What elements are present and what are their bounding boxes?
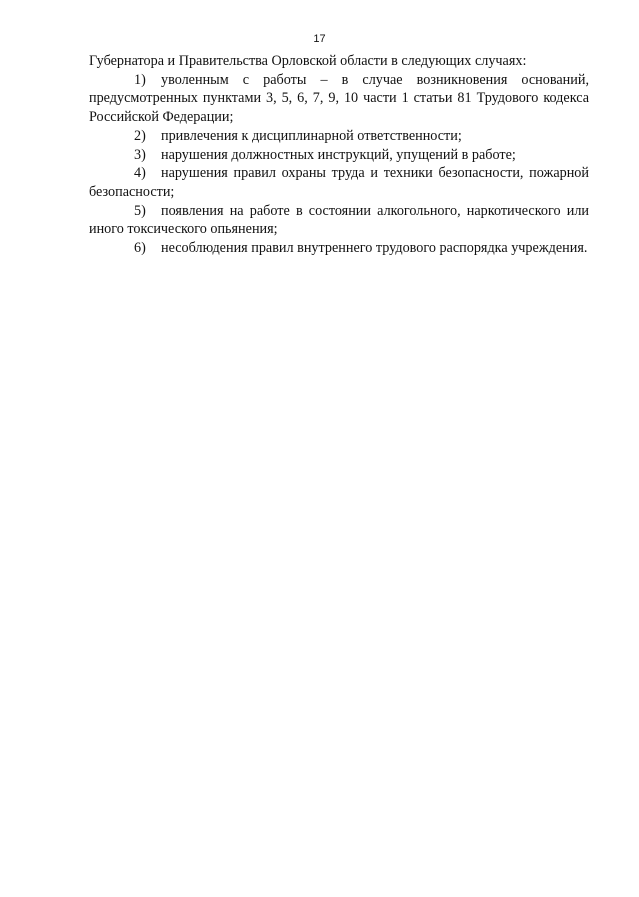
list-item-6 (89, 239, 589, 258)
list-item-number: 1) (134, 71, 146, 88)
list-item-2 (89, 127, 589, 146)
list-item-5 (89, 202, 589, 239)
list-item-text: появления на работе в состоянии алкогольного, наркотического или иного токсического опьянения; (89, 202, 589, 238)
list-item-text: привлечения к дисциплинарной ответственности; (161, 127, 462, 144)
list-item-number: 4) (134, 165, 146, 182)
intro-paragraph: Губернатора и Правительства Орловской области в следующих случаях: (89, 53, 527, 69)
list-item-number: 3) (134, 146, 146, 163)
list-item-text: уволенным с работы – в случае возникновения оснований, предусмотренных пунктами 3, 5, 6, 7, 9, 10 части 1 статьи 81 Трудового кодекса Российской Федерации; (89, 71, 589, 126)
list-item-4 (89, 164, 589, 201)
list-item-number: 2) (134, 127, 146, 144)
list-item-text: нарушения правил охраны труда и техники безопасности, пожарной безопасности; (89, 165, 589, 200)
list-item-text: нарушения должностных инструкций, упущений в работе; (161, 146, 516, 163)
list-item-text: несоблюдения правил внутреннего трудового распорядка учреждения. (161, 240, 588, 257)
document-body (89, 52, 589, 258)
list-item-1 (89, 71, 589, 127)
list-item-3 (89, 146, 589, 165)
page-number: 17 (313, 33, 326, 45)
list-item-number: 6) (134, 240, 146, 257)
list-item-number: 5) (134, 202, 146, 219)
